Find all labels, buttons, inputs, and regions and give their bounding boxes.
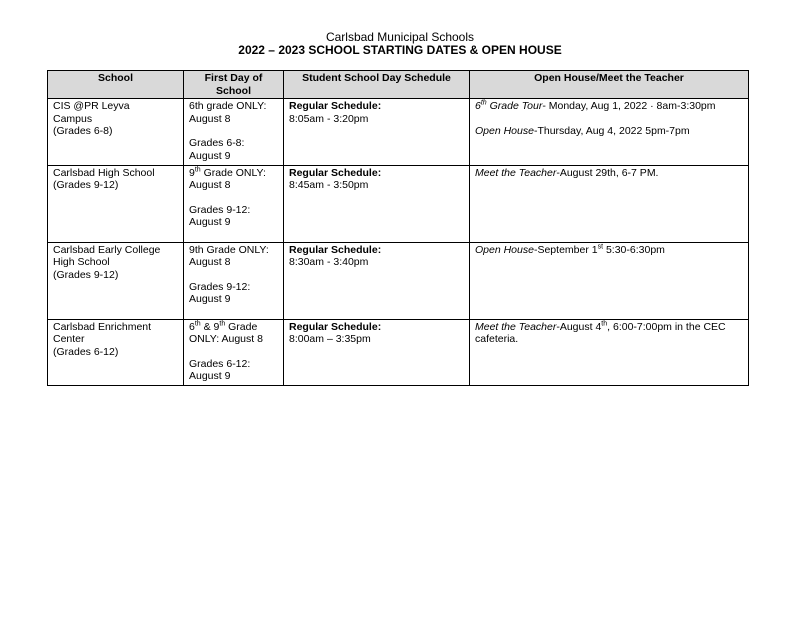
open-house-cell bbox=[470, 242, 749, 319]
school-grades: (Grades 9-12) bbox=[53, 179, 119, 192]
school-name: CIS @PR Leyva bbox=[53, 100, 130, 113]
column-header-schedule: Student School Day Schedule bbox=[284, 71, 470, 99]
school-name-cont: Center bbox=[53, 333, 85, 346]
first-day-date: August 8 bbox=[189, 112, 231, 125]
table-row bbox=[48, 242, 749, 319]
first-day-label: 9th Grade ONLY: bbox=[189, 166, 266, 179]
open-house-cell bbox=[470, 165, 749, 242]
open-house-line: Meet the Teacher-August 29th, 6-7 PM. bbox=[475, 166, 659, 179]
schedule-time: 8:00am – 3:35pm bbox=[289, 333, 371, 346]
school-grades: (Grades 6-12) bbox=[53, 345, 119, 358]
first-day-cell bbox=[184, 99, 284, 165]
first-day-label: Grades 9-12: bbox=[189, 203, 251, 216]
schedule-time: 8:05am - 3:20pm bbox=[289, 112, 369, 125]
schedule-cell bbox=[284, 319, 470, 385]
schedule-cell bbox=[284, 99, 470, 165]
table-row bbox=[48, 319, 749, 385]
first-day-date: August 8 bbox=[189, 179, 231, 192]
first-day-date: August 8 bbox=[189, 256, 231, 269]
schedule-label: Regular Schedule: bbox=[289, 320, 382, 333]
open-house-line: 6th Grade Tour- Monday, Aug 1, 2022 · 8am-3:30pm bbox=[475, 99, 716, 113]
schedule-cell bbox=[284, 165, 470, 242]
first-day-date: August 9 bbox=[189, 216, 231, 229]
first-day-label: Grades 6-12: bbox=[189, 357, 251, 370]
district-name: Carlsbad Municipal Schools bbox=[325, 30, 475, 44]
first-day-label: 6th & 9th Grade bbox=[189, 320, 258, 333]
school-name-cont: High School bbox=[53, 256, 110, 269]
schedule-label: Regular Schedule: bbox=[289, 166, 382, 179]
first-day-cell bbox=[184, 319, 284, 385]
schedule-label: Regular Schedule: bbox=[289, 100, 382, 113]
first-day-date: August 9 bbox=[189, 370, 231, 383]
schedule-table bbox=[47, 70, 749, 386]
open-house-line: Meet the Teacher-August 4th, 6:00-7:00pm in the CEC bbox=[475, 320, 726, 333]
column-header-school: School bbox=[48, 71, 184, 99]
first-day-cell bbox=[184, 242, 284, 319]
open-house-line: Open House-Thursday, Aug 4, 2022 5pm-7pm bbox=[475, 124, 690, 137]
first-day-date: ONLY: August 8 bbox=[189, 333, 263, 346]
schedule-time: 8:45am - 3:50pm bbox=[289, 179, 369, 192]
first-day-label: 9th Grade ONLY: bbox=[189, 243, 269, 256]
school-cell bbox=[48, 165, 184, 242]
school-name: Carlsbad Enrichment bbox=[53, 320, 152, 333]
open-house-line: cafeteria. bbox=[475, 333, 519, 346]
first-day-date: August 9 bbox=[189, 293, 231, 306]
school-grades: (Grades 9-12) bbox=[53, 268, 119, 281]
table-row bbox=[48, 165, 749, 242]
open-house-cell bbox=[470, 99, 749, 165]
first-day-label: Grades 9-12: bbox=[189, 280, 251, 293]
school-name-cont: Campus bbox=[53, 112, 93, 125]
school-name: Carlsbad Early College bbox=[53, 243, 161, 256]
column-header-first-day: First Day of School bbox=[184, 71, 284, 99]
first-day-date: August 9 bbox=[189, 149, 231, 162]
school-cell bbox=[48, 99, 184, 165]
open-house-line: Open House-September 1st 5:30-6:30pm bbox=[475, 243, 665, 256]
school-cell bbox=[48, 319, 184, 385]
column-header-open-house: Open House/Meet the Teacher bbox=[470, 71, 749, 99]
school-cell bbox=[48, 242, 184, 319]
document-title: 2022 – 2023 SCHOOL STARTING DATES & OPEN HOUSE bbox=[238, 43, 562, 57]
table-header-row bbox=[48, 71, 749, 99]
schedule-label: Regular Schedule: bbox=[289, 243, 382, 256]
school-name: Carlsbad High School bbox=[53, 166, 155, 179]
open-house-cell bbox=[470, 319, 749, 385]
first-day-label: Grades 6-8: bbox=[189, 137, 245, 150]
table-row bbox=[48, 99, 749, 165]
first-day-label: 6th grade ONLY: bbox=[189, 100, 267, 113]
school-grades: (Grades 6-8) bbox=[53, 125, 113, 138]
schedule-time: 8:30am - 3:40pm bbox=[289, 256, 369, 269]
schedule-cell bbox=[284, 242, 470, 319]
first-day-cell bbox=[184, 165, 284, 242]
